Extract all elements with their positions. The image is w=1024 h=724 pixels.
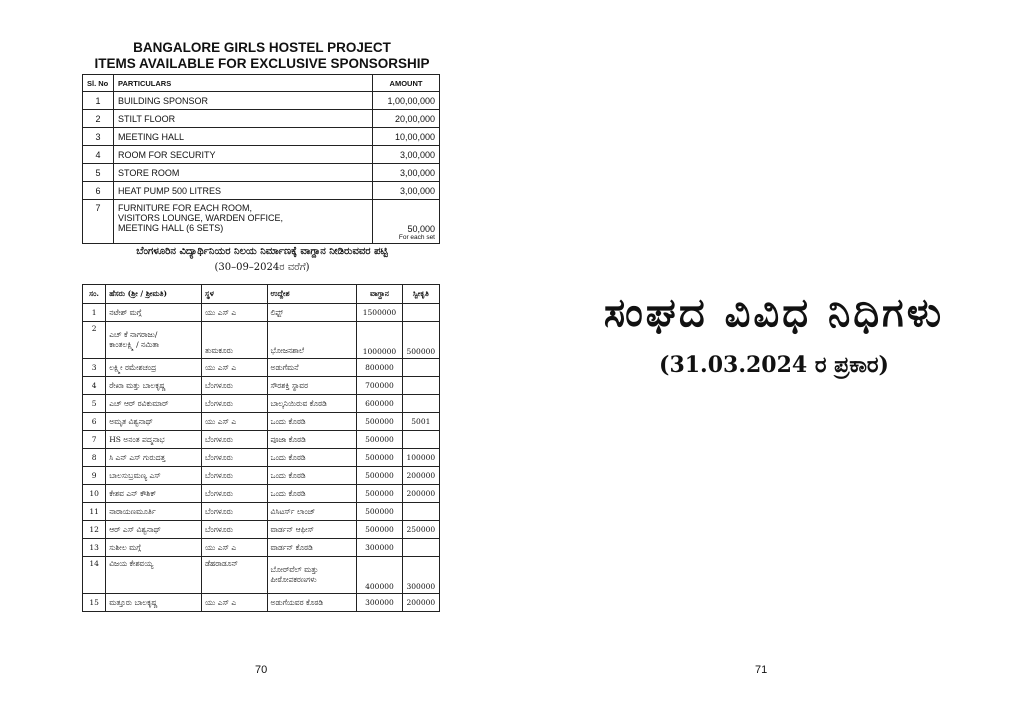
place-cell: ಯು ಎಸ್ ಎ	[201, 413, 267, 431]
received-cell	[402, 377, 439, 395]
table-row	[83, 395, 440, 413]
amount-cell: 20,00,000	[373, 110, 440, 128]
name-cell: ನಟೇಶ್ ಮಗ್ಗೆ	[106, 304, 202, 322]
funds-heading: ಸಂಘದ ವಿವಿಧ ನಿಧಿಗಳು	[603, 290, 945, 336]
project-title: BANGALORE GIRLS HOSTEL PROJECT	[133, 40, 391, 55]
table-row	[83, 485, 440, 503]
place-cell: ಯು ಎಸ್ ಎ	[201, 539, 267, 557]
place-cell: ಬೆಂಗಳೂರು	[201, 449, 267, 467]
name-cell: ನಾರಾಯಣಮೂರ್ತಿ	[106, 503, 202, 521]
sl-cell: 13	[83, 539, 106, 557]
name-cell: HS ಅನಂತ ಪದ್ಮನಾಭ	[106, 431, 202, 449]
purpose-line: ಬೋರ್‌ವೆಲ್ ಮತ್ತು	[270, 565, 319, 574]
table-row	[83, 413, 440, 431]
table-row	[83, 377, 440, 395]
table-row	[83, 521, 440, 539]
received-cell	[402, 431, 439, 449]
table-row	[83, 467, 440, 485]
donor-list-heading: ಬೆಂಗಳೂರಿನ ವಿದ್ಯಾರ್ಥಿನಿಯರ ನಿಲಯ ನಿರ್ಮಾಣಕ್ಕೆ ವಾಗ್ದಾನ ನೀಡಿರುವವರ ಪಟ್ಟಿ	[136, 246, 388, 257]
table-row	[83, 359, 440, 377]
sl-cell: 9	[83, 467, 106, 485]
name-cell: ಕೇಶವ ಎನ್ ಕೌಶಿಕ್	[106, 485, 202, 503]
table-row	[83, 182, 440, 200]
sl-cell: 3	[83, 359, 106, 377]
amount-cell: 1,00,00,000	[373, 92, 440, 110]
purpose-cell: ಅಡುಗೆಯವರ ಕೊಠಡಿ	[267, 594, 357, 612]
purpose-cell: ಅಡುಗೆಮನೆ	[267, 359, 357, 377]
received-cell	[402, 395, 439, 413]
table-row	[83, 431, 440, 449]
received-cell: 250000	[402, 521, 439, 539]
table-row	[83, 557, 440, 594]
header-purpose: ಉದ್ದೇಶ	[267, 285, 357, 304]
header-pledged: ವಾಗ್ದಾನ	[357, 285, 402, 304]
table-row	[83, 594, 440, 612]
received-cell	[402, 503, 439, 521]
pledged-cell: 500000	[357, 431, 402, 449]
purpose-cell: ವಿಸಿಟರ್ಸ್ ಲಾಂಜ್	[267, 503, 357, 521]
place-cell: ಬೆಂಗಳೂರು	[201, 485, 267, 503]
place-cell: ಯು ಎಸ್ ಎ	[201, 594, 267, 612]
name-cell: ಮತ್ತೂರು ಬಾಲಕೃಷ್ಣ	[106, 594, 202, 612]
right-page	[512, 0, 1024, 724]
sl-cell: 12	[83, 521, 106, 539]
particulars-cell: MEETING HALL	[114, 128, 373, 146]
place-cell: ಬೆಂಗಳೂರು	[201, 377, 267, 395]
place-cell: ಯು ಎಸ್ ಎ	[201, 304, 267, 322]
sl-cell: 5	[83, 164, 114, 182]
sl-cell: 3	[83, 128, 114, 146]
pledged-cell: 1000000	[357, 322, 402, 359]
table-row	[83, 322, 440, 359]
purpose-cell: ಬಾಲ್ಕನಿಯಿರುವ ಕೊಠಡಿ	[267, 395, 357, 413]
name-cell: ಆರ್ ಎಸ್ ವಿಶ್ವನಾಥ್	[106, 521, 202, 539]
amount-cell: 3,00,000	[373, 164, 440, 182]
name-cell: ಸಿ ಎನ್ ಎಸ್ ಗುರುದತ್ತ	[106, 449, 202, 467]
pledged-cell: 300000	[357, 539, 402, 557]
purpose-cell: ವಾರ್ಡನ್ ಆಫೀಸ್	[267, 521, 357, 539]
name-cell: ಸುಶೀಲ ಮಗ್ಗೆ	[106, 539, 202, 557]
place-cell: ಯು ಎಸ್ ಎ	[201, 359, 267, 377]
table-row	[83, 539, 440, 557]
purpose-cell: ಭೋಜನಶಾಲೆ	[267, 322, 357, 359]
particulars-line: VISITORS LOUNGE, WARDEN OFFICE,	[118, 213, 284, 223]
name-cell: ರೇಖಾ ಮತ್ತು ಬಾಲಕೃಷ್ಣ	[106, 377, 202, 395]
place-cell: ಬೆಂಗಳೂರು	[201, 503, 267, 521]
pledged-cell: 800000	[357, 359, 402, 377]
purpose-cell: ಒಂದು ಕೊಠಡಿ	[267, 413, 357, 431]
purpose-cell	[267, 557, 357, 594]
particulars-cell	[114, 200, 373, 244]
place-cell: ತುಮಕೂರು	[201, 322, 267, 359]
purpose-cell: ಲಿಫ್ಟ್	[267, 304, 357, 322]
place-cell: ಬೆಂಗಳೂರು	[201, 467, 267, 485]
received-cell: 200000	[402, 485, 439, 503]
table-row	[83, 110, 440, 128]
particulars-cell: HEAT PUMP 500 LITRES	[114, 182, 373, 200]
table-row	[83, 128, 440, 146]
amount-note: For each set	[398, 234, 435, 241]
donor-table	[82, 284, 440, 612]
sl-cell: 6	[83, 182, 114, 200]
purpose-cell: ಒಂದು ಕೊಠಡಿ	[267, 449, 357, 467]
received-cell	[402, 539, 439, 557]
received-cell: 5001	[402, 413, 439, 431]
sl-cell: 15	[83, 594, 106, 612]
sl-cell: 10	[83, 485, 106, 503]
particulars-cell: ROOM FOR SECURITY	[114, 146, 373, 164]
sl-cell: 4	[83, 377, 106, 395]
name-line: ಕಾಂತಲಕ್ಷ್ಮಿ / ನಮಿತಾ	[109, 340, 159, 349]
amount-cell	[373, 200, 440, 244]
received-cell: 200000	[402, 467, 439, 485]
amount-cell: 3,00,000	[373, 146, 440, 164]
particulars-cell: STORE ROOM	[114, 164, 373, 182]
page-number-right: 71	[755, 664, 768, 676]
header-name: ಹೆಸರು (ಶ್ರೀ / ಶ್ರೀಮತಿ)	[106, 285, 202, 304]
name-cell	[106, 322, 202, 359]
table-row	[83, 164, 440, 182]
sl-cell: 2	[83, 322, 106, 359]
pledged-cell: 1500000	[357, 304, 402, 322]
purpose-cell: ಸೌರಶಕ್ತಿ ಸ್ಥಾವರ	[267, 377, 357, 395]
amount-value: 50,000	[407, 224, 435, 234]
header-place: ಸ್ಥಳ	[201, 285, 267, 304]
table-row	[83, 304, 440, 322]
place-cell: ಬೆಂಗಳೂರು	[201, 431, 267, 449]
sl-cell: 4	[83, 146, 114, 164]
name-cell: ಬಾಲಸುಬ್ರಮಣ್ಯ ಎಸ್	[106, 467, 202, 485]
sl-cell: 6	[83, 413, 106, 431]
table-row	[83, 449, 440, 467]
funds-date: (31.03.2024 ರ ಪ್ರಕಾರ)	[659, 352, 889, 378]
pledged-cell: 600000	[357, 395, 402, 413]
place-cell: ಡೆಹರಾಡೂನ್	[201, 557, 267, 594]
name-line: ಎಚ್ ಕೆ ನಾಗರಾಜು/	[109, 330, 158, 339]
name-cell: ಅಮೃತ ವಿಶ್ವನಾಥ್	[106, 413, 202, 431]
donor-list-date: (30–09–2024ರ ವರೆಗೆ)	[214, 262, 310, 273]
pledged-cell: 400000	[357, 557, 402, 594]
amount-cell: 10,00,000	[373, 128, 440, 146]
pledged-cell: 500000	[357, 467, 402, 485]
name-cell: ವಿಜಯ ಕೇಶವಯ್ಯ	[106, 557, 202, 594]
sl-cell: 7	[83, 200, 114, 244]
sl-cell: 7	[83, 431, 106, 449]
purpose-cell: ವಾರ್ಡನ್ ಕೊಠಡಿ	[267, 539, 357, 557]
received-cell: 500000	[402, 322, 439, 359]
sl-cell: 2	[83, 110, 114, 128]
purpose-line: ಪೀಠೋಪಕರಣಗಳು	[270, 575, 317, 584]
received-cell	[402, 304, 439, 322]
received-cell: 300000	[402, 557, 439, 594]
particulars-cell: STILT FLOOR	[114, 110, 373, 128]
header-sl-no: Sl. No	[83, 75, 114, 92]
pledged-cell: 500000	[357, 413, 402, 431]
amount-cell: 3,00,000	[373, 182, 440, 200]
pledged-cell: 300000	[357, 594, 402, 612]
page-number-left: 70	[255, 664, 268, 676]
name-cell: ಎಚ್ ಆರ್ ರವಿಕುಮಾರ್	[106, 395, 202, 413]
sl-cell: 11	[83, 503, 106, 521]
table-row	[83, 503, 440, 521]
header-received: ಸ್ವೀಕೃತಿ	[402, 285, 439, 304]
purpose-cell: ಒಂದು ಕೊಠಡಿ	[267, 467, 357, 485]
pledged-cell: 500000	[357, 449, 402, 467]
sl-cell: 8	[83, 449, 106, 467]
sponsorship-table	[82, 74, 440, 244]
pledged-cell: 500000	[357, 503, 402, 521]
pledged-cell: 700000	[357, 377, 402, 395]
sl-cell: 14	[83, 557, 106, 594]
header-amount: AMOUNT	[373, 75, 440, 92]
pledged-cell: 500000	[357, 485, 402, 503]
table-row	[83, 92, 440, 110]
particulars-line: FURNITURE FOR EACH ROOM,	[118, 203, 252, 213]
sl-cell: 5	[83, 395, 106, 413]
received-cell: 200000	[402, 594, 439, 612]
place-cell: ಬೆಂಗಳೂರು	[201, 521, 267, 539]
particulars-line: MEETING HALL (6 SETS)	[118, 223, 224, 233]
sl-cell: 1	[83, 92, 114, 110]
project-subtitle: ITEMS AVAILABLE FOR EXCLUSIVE SPONSORSHIP	[94, 56, 430, 71]
header-sl: ಸಂ.	[83, 285, 106, 304]
table-row	[83, 146, 440, 164]
purpose-cell: ಒಂದು ಕೊಠಡಿ	[267, 485, 357, 503]
table-row	[83, 200, 440, 244]
sl-cell: 1	[83, 304, 106, 322]
received-cell	[402, 359, 439, 377]
donor-header-row	[83, 285, 440, 304]
received-cell: 100000	[402, 449, 439, 467]
place-cell: ಬೆಂಗಳೂರು	[201, 395, 267, 413]
particulars-cell: BUILDING SPONSOR	[114, 92, 373, 110]
sponsorship-header-row	[83, 75, 440, 92]
header-particulars: PARTICULARS	[114, 75, 373, 92]
pledged-cell: 500000	[357, 521, 402, 539]
purpose-cell: ಪೂಜಾ ಕೊಠಡಿ	[267, 431, 357, 449]
name-cell: ಲಕ್ಷ್ಮೀ ರಮೇಶಚಂದ್ರ	[106, 359, 202, 377]
